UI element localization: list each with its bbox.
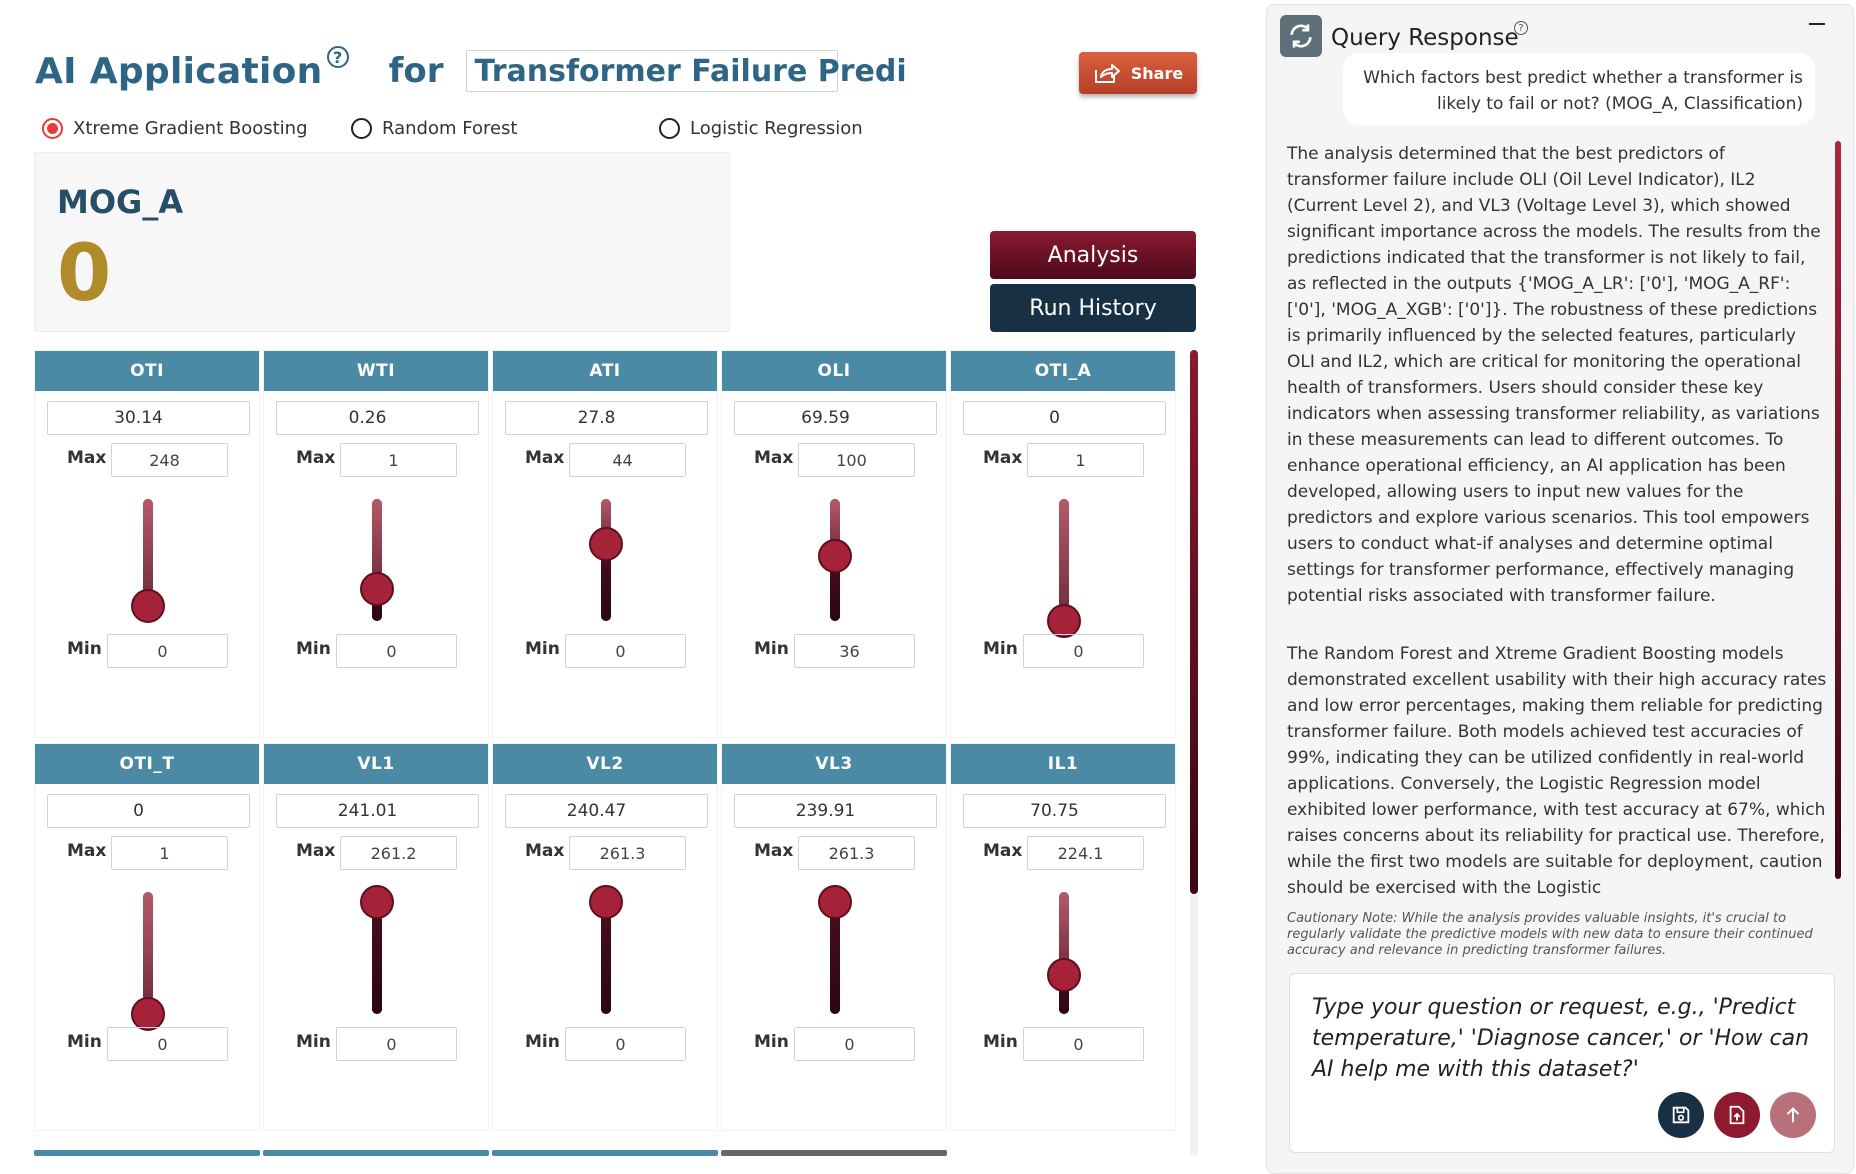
send-arrow-icon bbox=[1782, 1104, 1804, 1126]
min-label: Min bbox=[296, 1032, 331, 1052]
feature-card-il1 bbox=[950, 743, 1176, 1131]
max-input[interactable]: 224.1 bbox=[1027, 836, 1144, 870]
feature-card-vl3 bbox=[721, 743, 947, 1131]
feature-value-input[interactable]: 27.8 bbox=[505, 401, 708, 435]
response-text bbox=[1287, 141, 1829, 898]
feature-name: OTI bbox=[35, 351, 259, 391]
min-label: Min bbox=[525, 639, 560, 659]
feature-value-input[interactable]: 241.01 bbox=[276, 794, 479, 828]
slider-track[interactable] bbox=[1059, 499, 1069, 621]
run-history-button[interactable]: Run History bbox=[990, 284, 1196, 332]
minimize-icon[interactable] bbox=[1809, 23, 1825, 25]
slider-upper-fill bbox=[1059, 499, 1069, 621]
max-label: Max bbox=[525, 841, 565, 861]
response-paragraph: The Random Forest and Xtreme Gradient Boosting models demonstrated excellent usability with their high accuracy rates and low error percentages, making them reliable for predicting transformer failure. Both models achieved test accuracies of 99%, indicating they can be utilized confidently in real-world applications. Conversely, the Logistic Regression model exhibited lower performance, with test accuracy at 67%, which raises concerns about its reliability for practical use. Therefore, while the first two models are suitable for deployment, caution should be exercised with the Logistic bbox=[1287, 644, 1827, 898]
min-input[interactable]: 0 bbox=[336, 634, 457, 668]
feature-name: VL3 bbox=[722, 744, 946, 784]
next-row-card-edge bbox=[492, 1150, 718, 1156]
refresh-icon[interactable] bbox=[1280, 15, 1322, 57]
max-label: Max bbox=[296, 841, 336, 861]
min-input[interactable]: 0 bbox=[565, 1027, 686, 1061]
slider-thumb[interactable] bbox=[818, 885, 852, 919]
response-paragraph: The analysis determined that the best predictors of transformer failure include OLI (Oil Level Indicator), IL2 (Current Level 2), and VL3 (Voltage Level 3), which showed significant importance across the models. The results from the predictions indicated that the transformer is not likely to fail, as reflected in the outputs {'MOG_A_LR': ['0'], 'MOG_A_RF': ['0'], 'MOG_A_XGB': ['0']}. The robustness of these predictions is primarily influenced by the selected features, particularly OLI and IL2, which are critical for monitoring the operational health of transformers. Users should consider these key indicators when assessing transformer reliability, as variations in these measurements can lead to different outcomes. To enhance operational efficiency, an AI application has been developed, allowing users to input new values for the predictors and explore various scenarios. This tool empowers users to conduct what-if analyses and determine optimal settings for transformer performance, effectively managing potential risks associated with transformer failure. bbox=[1287, 144, 1821, 606]
min-input[interactable]: 36 bbox=[794, 634, 915, 668]
radio-label: Xtreme Gradient Boosting bbox=[73, 118, 308, 139]
share-button[interactable] bbox=[1079, 52, 1197, 94]
response-scrollbar[interactable] bbox=[1835, 141, 1841, 879]
min-input[interactable]: 0 bbox=[107, 634, 228, 668]
feature-name: OTI_A bbox=[951, 351, 1175, 391]
min-input[interactable]: 0 bbox=[336, 1027, 457, 1061]
min-input[interactable]: 0 bbox=[107, 1027, 228, 1061]
send-button[interactable] bbox=[1770, 1092, 1816, 1138]
analysis-button[interactable]: Analysis bbox=[990, 231, 1196, 279]
upload-file-icon bbox=[1726, 1104, 1748, 1126]
feature-card-oti-a bbox=[950, 350, 1176, 738]
panel-title: Query Response bbox=[1331, 25, 1519, 51]
next-row-card-edge bbox=[263, 1150, 489, 1156]
feature-name: OLI bbox=[722, 351, 946, 391]
max-label: Max bbox=[983, 841, 1023, 861]
feature-value-input[interactable]: 240.47 bbox=[505, 794, 708, 828]
max-input[interactable]: 1 bbox=[111, 836, 228, 870]
slider-thumb[interactable] bbox=[589, 527, 623, 561]
max-label: Max bbox=[525, 448, 565, 468]
radio-unselected-icon[interactable] bbox=[351, 118, 372, 139]
min-label: Min bbox=[983, 639, 1018, 659]
help-icon[interactable]: ? bbox=[327, 46, 349, 68]
feature-value-input[interactable]: 239.91 bbox=[734, 794, 937, 828]
share-icon bbox=[1093, 61, 1121, 85]
max-label: Max bbox=[67, 448, 107, 468]
min-label: Min bbox=[525, 1032, 560, 1052]
feature-name: VL2 bbox=[493, 744, 717, 784]
max-input[interactable]: 1 bbox=[1027, 443, 1144, 477]
feature-card-vl1 bbox=[263, 743, 489, 1131]
query-input[interactable] bbox=[1289, 973, 1835, 1153]
radio-xgboost[interactable] bbox=[42, 118, 351, 139]
feature-name: VL1 bbox=[264, 744, 488, 784]
min-label: Min bbox=[983, 1032, 1018, 1052]
slider-thumb[interactable] bbox=[131, 997, 165, 1031]
feature-value-input[interactable]: 0.26 bbox=[276, 401, 479, 435]
max-input[interactable]: 1 bbox=[340, 443, 457, 477]
feature-card-wti bbox=[263, 350, 489, 738]
feature-name: IL1 bbox=[951, 744, 1175, 784]
radio-unselected-icon[interactable] bbox=[659, 118, 680, 139]
query-input-placeholder: Type your question or request, e.g., 'Predict temperature,' 'Diagnose cancer,' or 'How can AI help me with this dataset?' bbox=[1312, 995, 1810, 1082]
max-input[interactable]: 100 bbox=[798, 443, 915, 477]
feature-value-input[interactable]: 30.14 bbox=[47, 401, 250, 435]
scrollbar-thumb[interactable] bbox=[1190, 350, 1198, 894]
max-label: Max bbox=[754, 448, 794, 468]
min-label: Min bbox=[754, 639, 789, 659]
save-icon bbox=[1670, 1104, 1692, 1126]
for-label: for bbox=[388, 51, 444, 91]
feature-value-input[interactable]: 0 bbox=[47, 794, 250, 828]
prediction-card bbox=[34, 152, 730, 332]
radio-random-forest[interactable] bbox=[351, 118, 659, 139]
radio-label: Random Forest bbox=[382, 118, 518, 139]
max-input[interactable]: 44 bbox=[569, 443, 686, 477]
next-row-card-edge bbox=[721, 1150, 947, 1156]
min-input[interactable]: 0 bbox=[1023, 1027, 1144, 1061]
save-button[interactable] bbox=[1658, 1092, 1704, 1138]
feature-name: ATI bbox=[493, 351, 717, 391]
min-label: Min bbox=[754, 1032, 789, 1052]
query-response-panel bbox=[1266, 4, 1854, 1174]
min-input[interactable]: 0 bbox=[1023, 634, 1144, 668]
feature-value-input[interactable]: 70.75 bbox=[963, 794, 1166, 828]
min-label: Min bbox=[67, 1032, 102, 1052]
target-name: MOG_A bbox=[57, 183, 184, 221]
help-icon[interactable]: ? bbox=[1514, 21, 1528, 35]
max-input[interactable]: 261.3 bbox=[569, 836, 686, 870]
min-label: Min bbox=[296, 639, 331, 659]
slider-thumb[interactable] bbox=[131, 589, 165, 623]
max-label: Max bbox=[983, 448, 1023, 468]
feature-name: WTI bbox=[264, 351, 488, 391]
project-name-input[interactable]: Transformer Failure Predi bbox=[466, 50, 838, 92]
max-input[interactable]: 261.2 bbox=[340, 836, 457, 870]
slider-thumb[interactable] bbox=[360, 572, 394, 606]
feature-card-oti bbox=[34, 350, 260, 738]
max-input[interactable]: 261.3 bbox=[798, 836, 915, 870]
feature-value-input[interactable]: 69.59 bbox=[734, 401, 937, 435]
feature-card-ati bbox=[492, 350, 718, 738]
share-label: Share bbox=[1130, 63, 1184, 83]
title-row bbox=[35, 47, 907, 92]
min-input[interactable]: 0 bbox=[794, 1027, 915, 1061]
min-label: Min bbox=[67, 639, 102, 659]
slider-thumb[interactable] bbox=[360, 885, 394, 919]
slider-track[interactable] bbox=[143, 892, 153, 1014]
user-query-bubble: Which factors best predict whether a transformer is likely to fail or not? (MOG_A, Classification) bbox=[1343, 53, 1815, 125]
app-title: AI Application bbox=[35, 50, 323, 92]
prediction-value: 0 bbox=[57, 229, 112, 319]
feature-card-vl2 bbox=[492, 743, 718, 1131]
slider-thumb[interactable] bbox=[1047, 958, 1081, 992]
radio-selected-icon[interactable] bbox=[42, 118, 63, 139]
radio-label: Logistic Regression bbox=[690, 118, 863, 139]
slider-upper-fill bbox=[143, 892, 153, 1014]
feature-card-oti-t bbox=[34, 743, 260, 1131]
cautionary-note: Cautionary Note: While the analysis provides valuable insights, it's crucial to regularly validate the predictive models with new data to ensure their continued accuracy and relevance in predicting transformer failures. bbox=[1287, 911, 1813, 958]
radio-logistic-regression[interactable] bbox=[659, 118, 863, 139]
next-row-card-edge bbox=[34, 1150, 260, 1156]
max-label: Max bbox=[67, 841, 107, 861]
slider-track[interactable] bbox=[1059, 892, 1069, 1014]
min-input[interactable]: 0 bbox=[565, 634, 686, 668]
max-label: Max bbox=[296, 448, 336, 468]
max-label: Max bbox=[754, 841, 794, 861]
slider-thumb[interactable] bbox=[818, 539, 852, 573]
slider-thumb[interactable] bbox=[1047, 604, 1081, 638]
slider-thumb[interactable] bbox=[589, 885, 623, 919]
feature-name: OTI_T bbox=[35, 744, 259, 784]
model-selector bbox=[42, 118, 863, 139]
feature-value-input[interactable]: 0 bbox=[963, 401, 1166, 435]
max-input[interactable]: 248 bbox=[111, 443, 228, 477]
feature-card-oli bbox=[721, 350, 947, 738]
upload-file-button[interactable] bbox=[1714, 1092, 1760, 1138]
